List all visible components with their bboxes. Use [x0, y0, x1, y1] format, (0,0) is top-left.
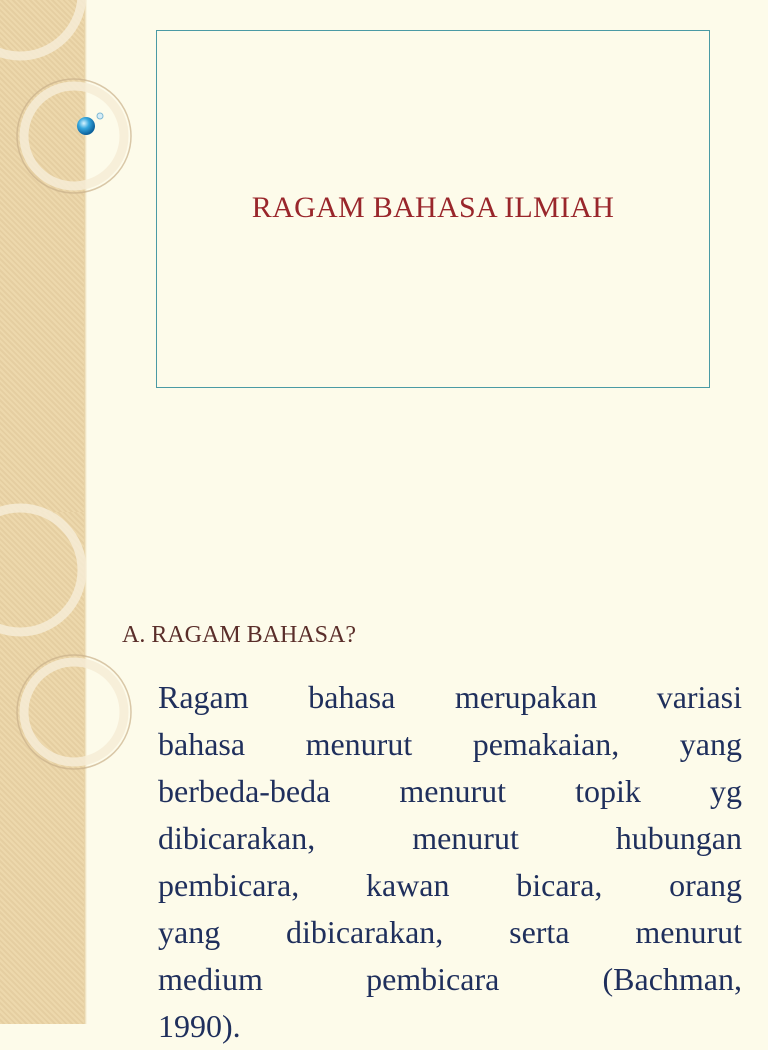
paragraph-word: bahasa: [308, 679, 396, 715]
title-box: [156, 30, 710, 388]
paragraph-word: menurut: [305, 726, 413, 762]
paragraph-word: kawan: [365, 867, 450, 903]
paragraph-word: (Bachman,: [602, 961, 742, 997]
paragraph-line: [158, 1003, 742, 1050]
section-heading: A. RAGAM BAHASA?: [122, 622, 357, 648]
paragraph-word: bahasa: [158, 726, 246, 762]
paragraph-word: bicara,: [516, 867, 603, 903]
paragraph-word: medium: [158, 961, 263, 997]
paragraph-word: Ragam: [158, 679, 249, 715]
paragraph-line: [158, 909, 742, 956]
paragraph-word: topik: [575, 773, 641, 809]
paragraph-word: yang: [158, 914, 221, 950]
paragraph-word: variasi: [656, 679, 742, 715]
paragraph-word: berbeda-beda: [158, 773, 331, 809]
paragraph-line: [158, 721, 742, 768]
body-paragraph: [158, 674, 742, 1050]
paragraph-word: pemakaian,: [472, 726, 620, 762]
paragraph-word: pembicara: [366, 961, 500, 997]
paragraph-word: serta: [509, 914, 570, 950]
paragraph-line: [158, 862, 742, 909]
decorative-ring-icon: [0, 512, 140, 752]
paragraph-word: menurut: [412, 820, 519, 856]
slide-title: RAGAM BAHASA ILMIAH: [251, 191, 615, 224]
paragraph-word: pembicara,: [158, 867, 300, 903]
paragraph-line: [158, 956, 742, 1003]
paragraph-word: 1990).: [158, 1008, 241, 1044]
paragraph-word: merupakan: [454, 679, 598, 715]
paragraph-line: [158, 815, 742, 862]
paragraph-word: hubungan: [615, 820, 742, 856]
paragraph-word: orang: [669, 867, 742, 903]
paragraph-word: menurut: [399, 773, 507, 809]
paragraph-word: menurut: [635, 914, 742, 950]
slide-2: [0, 512, 768, 1044]
paragraph-word: dibicarakan,: [158, 820, 316, 856]
slide-1: [0, 0, 768, 512]
blue-bead-icon: [0, 0, 110, 150]
paragraph-line: [158, 674, 742, 721]
paragraph-line: [158, 768, 742, 815]
paragraph-word: yg: [709, 773, 742, 809]
paragraph-word: yang: [679, 726, 742, 762]
paragraph-word: dibicarakan,: [286, 914, 444, 950]
